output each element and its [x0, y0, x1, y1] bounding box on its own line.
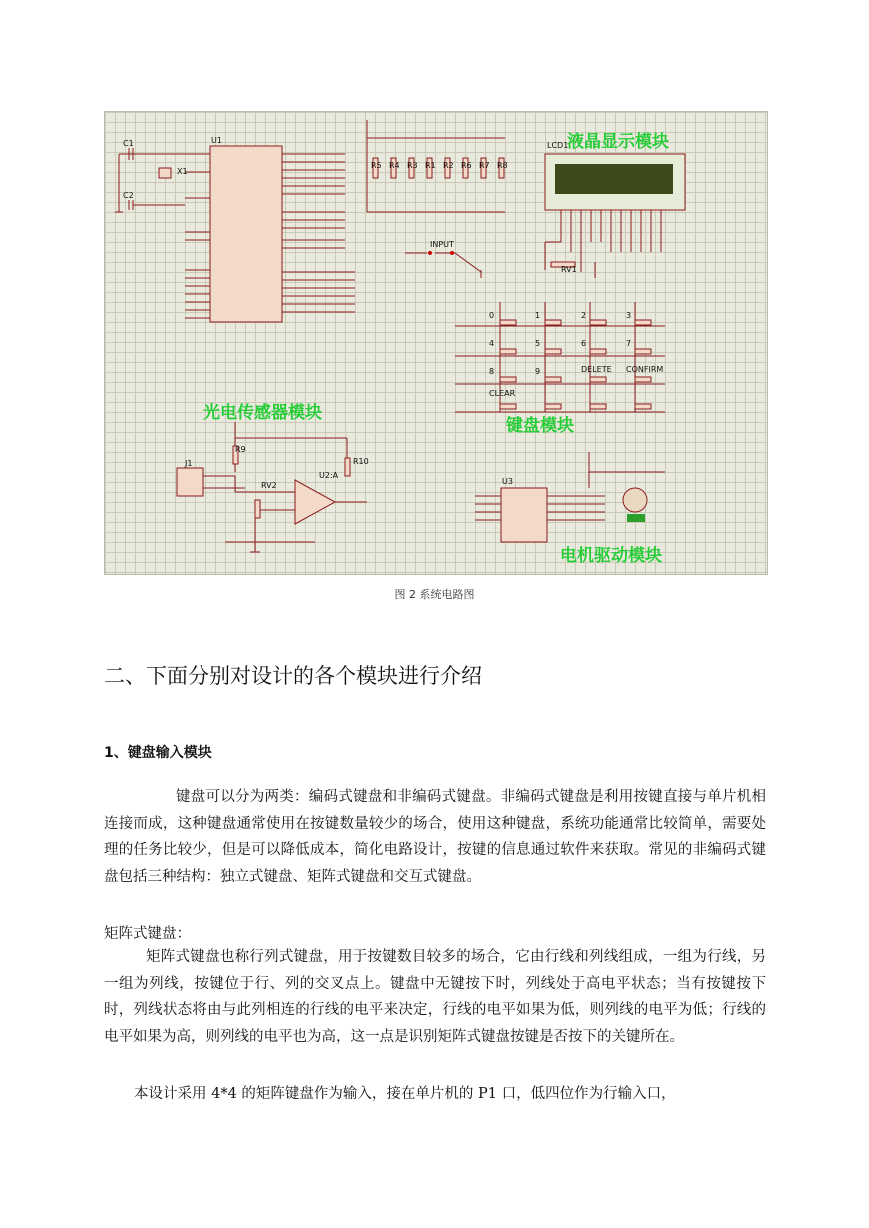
resistor-r2: R2 — [443, 161, 454, 170]
u1-mcu — [185, 146, 355, 322]
r9-label: R9 — [235, 445, 246, 454]
matrix-keyboard-label: 矩阵式键盘： — [104, 926, 191, 942]
keyboard-module-label: 键盘模块 — [506, 416, 574, 436]
key-1: 1 — [535, 311, 541, 320]
rv2-label: RV2 — [261, 481, 277, 490]
lcd-module-label: 液晶显示模块 — [567, 132, 669, 152]
resistor-r4: R4 — [389, 161, 400, 170]
resistor-r7: R7 — [479, 161, 490, 170]
subsection-heading: 1、键盘输入模块 — [104, 745, 212, 761]
key-clear: CLEAR — [489, 389, 516, 398]
paragraph-keyboard-types: 键盘可以分为两类：编码式键盘和非编码式键盘。非编码式键盘是利用按键直接与单片机相连接而成，这种键盘通常使用在按键数量较少的场合，使用这种键盘，系统功能通常比较简单，需要处理的任务比较少，但是可以降低成本，简化电路设计，按键的信息通过软件来获取。常见的非编码式键盘包括三种结构：独立式键盘、矩阵式键盘和交互式键盘。 — [104, 789, 766, 885]
key-confirm: CONFIRM — [626, 365, 664, 374]
resistor-r5: R5 — [371, 161, 382, 170]
keypad-matrix — [455, 302, 665, 412]
x1-label: X1 — [177, 167, 188, 176]
key-9: 9 — [535, 367, 541, 376]
photo-module-label: 光电传感器模块 — [203, 403, 322, 423]
paragraph-design: 本设计采用 4*4 的矩阵键盘作为输入，接在单片机的 P1 口，低四位作为行输入口， — [134, 1086, 676, 1102]
c2-label: C2 — [123, 191, 134, 200]
key-7: 7 — [626, 339, 632, 348]
key-4: 4 — [489, 339, 495, 348]
schematic-svg — [105, 112, 767, 574]
resistor-r8: R8 — [497, 161, 508, 170]
key-8: 8 — [489, 367, 495, 376]
resistor-r1: R1 — [425, 161, 436, 170]
crystal-circuit — [115, 148, 185, 212]
key-6: 6 — [581, 339, 587, 348]
resistor-r3: R3 — [407, 161, 418, 170]
input-switch — [405, 251, 481, 278]
r10-label: R10 — [353, 457, 369, 466]
lcd-module — [545, 154, 685, 278]
circuit-diagram — [104, 111, 768, 575]
j1-label: J1 — [185, 459, 193, 468]
key-0: 0 — [489, 311, 495, 320]
resistor-r6: R6 — [461, 161, 472, 170]
key-5: 5 — [535, 339, 541, 348]
c1-label: C1 — [123, 139, 134, 148]
paragraph-matrix-keyboard: 矩阵式键盘也称行列式键盘，用于按键数目较多的场合，它由行线和列线组成，一组为行线，另一组为列线，按键位于行、列的交叉点上。键盘中无键按下时，列线处于高电平状态；当有按键按下时，列线状态将由与此列相连的行线的电平来决定，行线的电平如果为低，则列线的电平为低；行线的电平如果为高，则列线的电平也为高，这一点是识别矩阵式键盘按键是否按下的关键所在。 — [104, 949, 766, 1045]
motor-module-label: 电机驱动模块 — [560, 546, 662, 566]
u2-label: U2:A — [319, 471, 339, 480]
key-delete: DELETE — [581, 365, 612, 374]
u3-label: U3 — [502, 477, 513, 486]
motor-driver-circuit — [475, 452, 665, 542]
u1-label: U1 — [211, 136, 222, 145]
figure-caption: 图 2 系统电路图 — [394, 588, 475, 601]
section-heading: 二、下面分别对设计的各个模块进行介绍 — [104, 664, 482, 688]
lcd1-label: LCD1 — [547, 141, 569, 150]
rv1-label: RV1 — [561, 265, 577, 274]
key-2: 2 — [581, 311, 587, 320]
key-3: 3 — [626, 311, 632, 320]
input-label: INPUT — [430, 240, 454, 249]
